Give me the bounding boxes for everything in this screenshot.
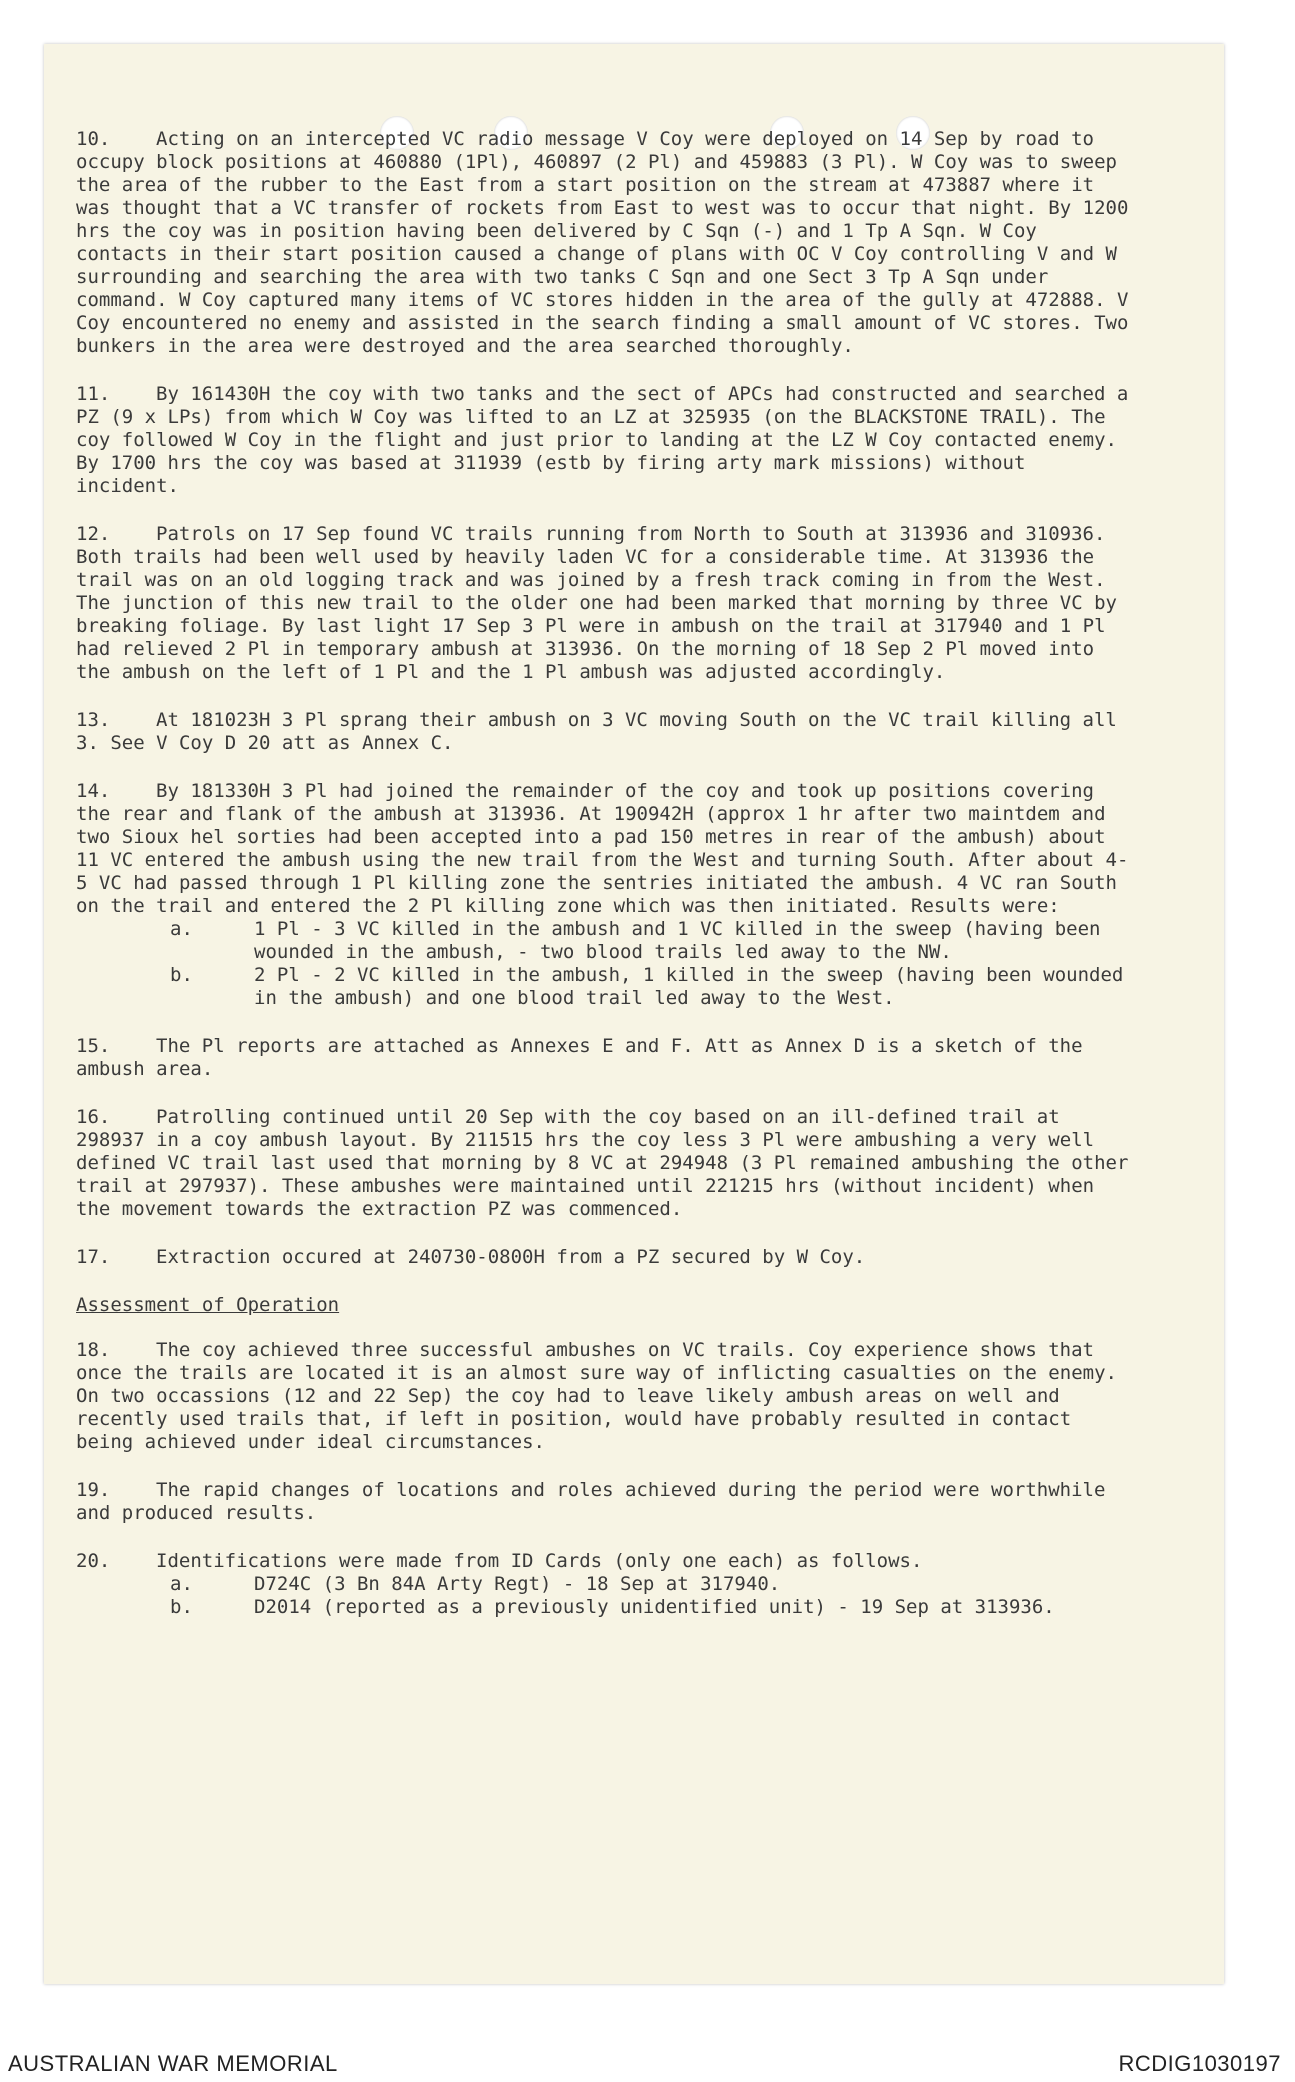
paragraph-14 xyxy=(76,780,1136,918)
paragraph-text: By 181330H 3 Pl had joined the remainder of the coy and took up positions covering the rear and flank of the ambush at 313936. At 190942H (approx 1 hr after two maintdem and two Sioux hel sorties had been accepted into a pad 150 metres in rear of the ambush) about 11 VC entered the ambush using the new trail from the West and turning South. After about 4-5 VC had passed through 1 Pl killing zone the sentries initiated the ambush. 4 VC ran South on the trail and entered the 2 Pl killing zone which was then initiated. Results were: xyxy=(76,780,1129,917)
paragraph-text: Acting on an intercepted VC radio message V Coy were deployed on 14 Sep by road to occupy block positions at 460880 (1Pl), 460897 (2 Pl) and 459883 (3 Pl). W Coy was to sweep the area of the rubber to the East from a start position on the stream at 473887 where it was thought that a VC transfer of rockets from East to west was to occur that night. By 1200 hrs the coy was in position having been delivered by C Sqn (-) and 1 Tp A Sqn. W Coy contacts in their start position caused a change of plans with OC V Coy controlling V and W surrounding and searching the area with two tanks C Sqn and one Sect 3 Tp A Sqn under command. W Coy captured many items of VC stores hidden in the area of the gully at 472888. V Coy encountered no enemy and assisted in the search finding a small amount of VC stores. Two bunkers in the area were destroyed and the area searched thoroughly. xyxy=(76,128,1129,357)
item-text: D2014 (reported as a previously unidentified unit) - 19 Sep at 313936. xyxy=(254,1596,1055,1618)
paragraph-text: At 181023H 3 Pl sprang their ambush on 3 VC moving South on the VC trail killing all 3. See V Coy D 20 att as Annex C. xyxy=(76,709,1117,754)
paragraph-13 xyxy=(76,709,1136,755)
paragraph-number: 19. xyxy=(76,1479,111,1501)
paragraph-12 xyxy=(76,523,1136,684)
paragraph-text: Identifications were made from ID Cards (only one each) as follows. xyxy=(156,1550,923,1572)
archive-footer-right: RCDIG1030197 xyxy=(1118,2051,1281,2076)
paragraph-19 xyxy=(76,1479,1136,1525)
result-item-a xyxy=(76,918,1136,964)
paragraph-10 xyxy=(76,128,1136,358)
paragraph-16 xyxy=(76,1106,1136,1221)
paragraph-number: 16. xyxy=(76,1106,111,1128)
paragraph-18 xyxy=(76,1339,1136,1454)
identification-item-b xyxy=(76,1596,1136,1619)
paragraph-number: 11. xyxy=(76,383,111,405)
paragraph-11 xyxy=(76,383,1136,498)
document-body xyxy=(76,128,1136,1619)
section-heading: Assessment of Operation xyxy=(76,1294,340,1316)
paragraph-17 xyxy=(76,1246,1136,1269)
paragraph-text: By 161430H the coy with two tanks and the sect of APCs had constructed and searched a PZ (9 x LPs) from which W Coy was lifted to an LZ at 325935 (on the BLACKSTONE TRAIL). The coy followed W Coy in the flight and just prior to landing at the LZ W Coy contacted enemy. By 1700 hrs the coy was based at 311939 (estb by firing arty mark missions) without incident. xyxy=(76,383,1129,497)
paragraph-15 xyxy=(76,1035,1136,1081)
item-letter: b. xyxy=(170,1596,193,1618)
paragraph-text: The rapid changes of locations and roles achieved during the period were worthwhile and produced results. xyxy=(76,1479,1106,1524)
paragraph-number: 15. xyxy=(76,1035,111,1057)
paragraph-number: 18. xyxy=(76,1339,111,1361)
item-letter: a. xyxy=(170,1573,193,1595)
item-letter: a. xyxy=(170,918,193,940)
paragraph-text: The Pl reports are attached as Annexes E and F. Att as Annex D is a sketch of the ambush area. xyxy=(76,1035,1083,1080)
paragraph-number: 12. xyxy=(76,523,111,545)
item-text: 1 Pl - 3 VC killed in the ambush and 1 VC killed in the sweep (having been wounded in the ambush, - two blood trails led away to the NW. xyxy=(254,918,1101,963)
paragraph-text: Extraction occured at 240730-0800H from a PZ secured by W Coy. xyxy=(156,1246,866,1268)
item-letter: b. xyxy=(170,964,193,986)
item-text: 2 Pl - 2 VC killed in the ambush, 1 killed in the sweep (having been wounded in the ambush) and one blood trail led away to the West. xyxy=(254,964,1124,1009)
result-item-b xyxy=(76,964,1136,1010)
paragraph-number: 17. xyxy=(76,1246,111,1268)
paragraph-20 xyxy=(76,1550,1136,1573)
paragraph-number: 14. xyxy=(76,780,111,802)
paragraph-number: 20. xyxy=(76,1550,111,1572)
identification-item-a xyxy=(76,1573,1136,1596)
item-text: D724C (3 Bn 84A Arty Regt) - 18 Sep at 317940. xyxy=(254,1573,781,1595)
paragraph-number: 13. xyxy=(76,709,111,731)
archive-footer-left: AUSTRALIAN WAR MEMORIAL xyxy=(8,2051,338,2076)
paragraph-text: Patrolling continued until 20 Sep with the coy based on an ill-defined trail at 298937 in a coy ambush layout. By 211515 hrs the coy less 3 Pl were ambushing a very well defined VC trail last used that morning by 8 VC at 294948 (3 Pl remained ambushing the other trail at 297937). These ambushes were maintained until 221215 hrs (without incident) when the movement towards the extraction PZ was commenced. xyxy=(76,1106,1129,1220)
paragraph-text: Patrols on 17 Sep found VC trails running from North to South at 313936 and 310936. Both trails had been well used by heavily laden VC for a considerable time. At 313936 the trail was on an old logging track and was joined by a fresh track coming in from the West. The junction of this new trail to the older one had been marked that morning by three VC by breaking foliage. By last light 17 Sep 3 Pl were in ambush on the trail at 317940 and 1 Pl had relieved 2 Pl in temporary ambush at 313936. On the morning of 18 Sep 2 Pl moved into the ambush on the left of 1 Pl and the 1 Pl ambush was adjusted accordingly. xyxy=(76,523,1117,683)
paragraph-text: The coy achieved three successful ambushes on VC trails. Coy experience shows that once the trails are located it is an almost sure way of inflicting casualties on the enemy. On two occassions (12 and 22 Sep) the coy had to leave likely ambush areas on well and recently used trails that, if left in position, would have probably resulted in contact being achieved under ideal circumstances. xyxy=(76,1339,1117,1453)
paragraph-number: 10. xyxy=(76,128,111,150)
